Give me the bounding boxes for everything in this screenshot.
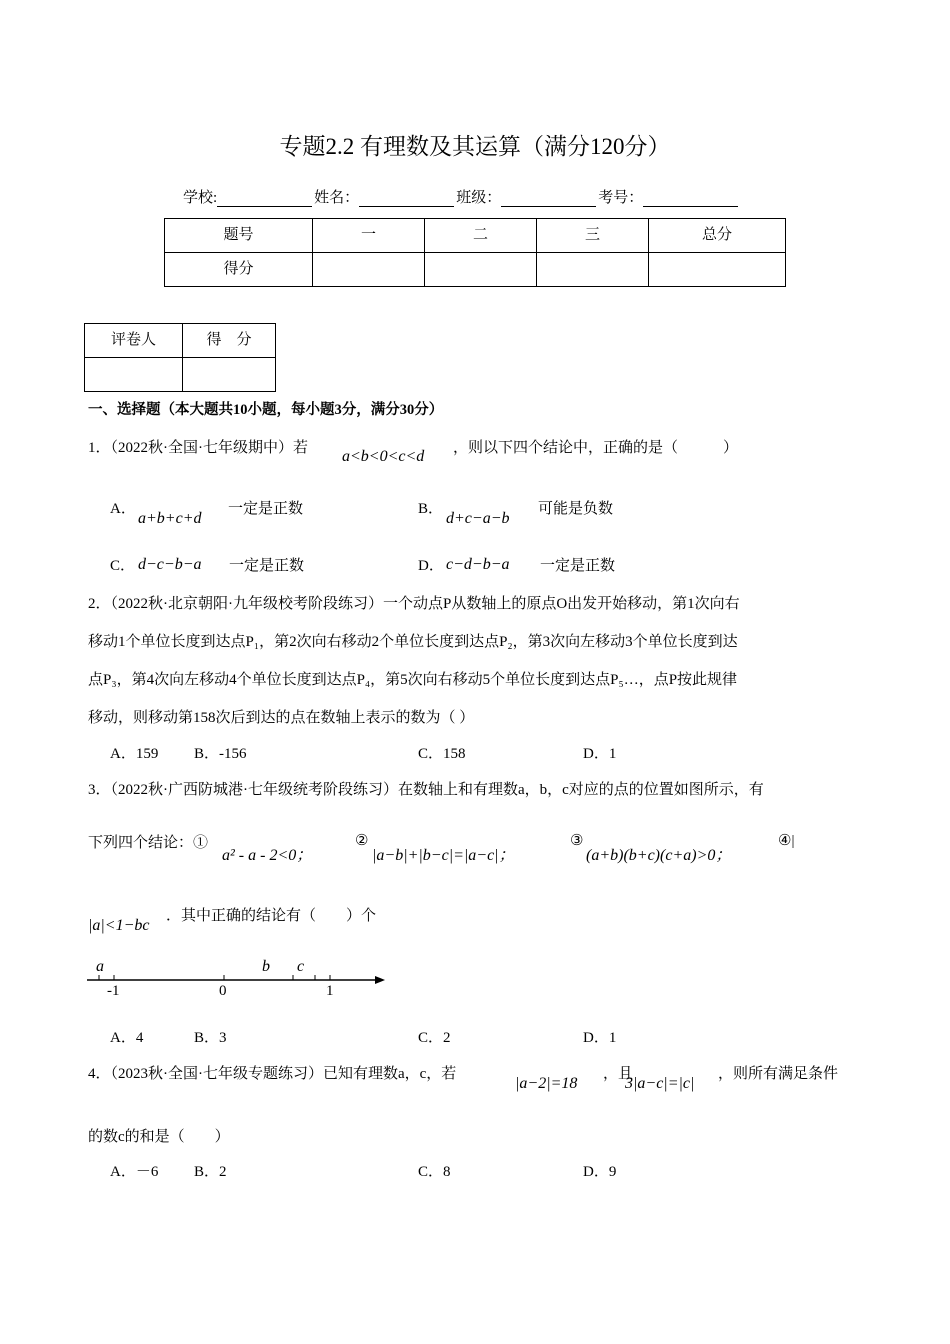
option[interactable]: D．1	[583, 746, 617, 762]
q1-stem-end: ，则以下四个结论中，正确的是（ ）	[453, 440, 739, 456]
q4-and: ，且	[603, 1066, 634, 1082]
q2-line: 点P₃，第4次向左移动4个单位长度到达点P₄，第5次向右移动5个单位长度到达点P₅…，点P按此规律	[88, 672, 738, 688]
option[interactable]: C．2	[418, 1030, 451, 1046]
option-math: c−d−b−a	[446, 556, 510, 573]
header-cell: 三	[537, 219, 649, 253]
q3-line: ．其中正确的结论有（ ）个	[166, 908, 377, 924]
option[interactable]: B．2	[194, 1164, 227, 1180]
school-field[interactable]	[217, 192, 312, 207]
q4-stem-end: ，则所有满足条件	[718, 1066, 839, 1082]
tick-label: 1	[326, 983, 334, 999]
student-info-line	[183, 186, 740, 207]
section-heading: 一、选择题（本大题共10小题，每小题3分，满分30分）	[88, 402, 444, 418]
q3-line: 下列四个结论：①	[88, 835, 209, 851]
tick-label: -1	[107, 983, 120, 999]
q1-math: a<b<0<c<d	[342, 448, 425, 465]
option-label[interactable]: C．	[110, 558, 136, 574]
option-text: 一定是正数	[228, 501, 304, 517]
header-cell: 评卷人	[85, 324, 183, 358]
score-cell[interactable]	[313, 253, 425, 287]
class-label: 班级：	[456, 190, 502, 206]
header-cell: 一	[313, 219, 425, 253]
q4-stem: 4．（2023秋·全国·七年级专题练习）已知有理数a，c，若	[88, 1066, 457, 1082]
score-cell[interactable]	[425, 253, 537, 287]
row-label: 得分	[165, 253, 313, 287]
conclusion-4: |a|<1−bc	[88, 917, 150, 934]
option-math: d+c−a−b	[446, 510, 510, 527]
q2-line: 移动，则移动第158次后到达的点在数轴上表示的数为（ ）	[88, 710, 475, 726]
tick-label: 0	[219, 983, 227, 999]
conclusion-label: ③	[570, 833, 584, 849]
q4-line: 的数c的和是（ ）	[88, 1129, 230, 1145]
number-field[interactable]	[643, 192, 738, 207]
conclusion-label: ④|	[778, 833, 795, 849]
option[interactable]: A．159	[110, 746, 159, 762]
conclusion-3: (a+b)(b+c)(c+a)>0；	[586, 847, 732, 864]
option[interactable]: B．-156	[194, 746, 247, 762]
option[interactable]: C．8	[418, 1164, 451, 1180]
option[interactable]: D．9	[583, 1164, 617, 1180]
header-cell: 题号	[165, 219, 313, 253]
point-label-b: b	[262, 958, 270, 975]
header-cell: 得 分	[183, 324, 276, 358]
option-label[interactable]: D．	[418, 558, 444, 574]
score-cell[interactable]	[649, 253, 786, 287]
option-math: a+b+c+d	[138, 510, 202, 527]
header-cell: 二	[425, 219, 537, 253]
point-label-c: c	[297, 958, 305, 975]
number-line-figure	[85, 955, 395, 1005]
class-field[interactable]	[501, 192, 596, 207]
q2-line: 移动1个单位长度到达点P₁，第2次向右移动2个单位长度到达点P₂，第3次向左移动3个单位长度到达	[88, 634, 738, 650]
option-text: 一定是正数	[229, 558, 305, 574]
score-cell[interactable]	[183, 358, 276, 392]
option-text: 一定是正数	[540, 558, 616, 574]
option-math: d−c−b−a	[138, 556, 202, 573]
score-table	[164, 218, 786, 287]
q1-stem: 1．（2022秋·全国·七年级期中）若	[88, 440, 308, 456]
page-title: 专题2.2 有理数及其运算（满分120分）	[279, 134, 671, 159]
option[interactable]: B．3	[194, 1030, 227, 1046]
name-label: 姓名：	[314, 190, 360, 206]
conclusion-label: ②	[355, 833, 369, 849]
option[interactable]: A．4	[110, 1030, 144, 1046]
name-field[interactable]	[359, 192, 454, 207]
score-cell[interactable]	[537, 253, 649, 287]
option-label[interactable]: A．	[110, 501, 136, 517]
option[interactable]: D．1	[583, 1030, 617, 1046]
conclusion-1: a² - a - 2<0；	[222, 847, 313, 864]
option-text: 可能是负数	[538, 501, 614, 517]
grader-cell[interactable]	[85, 358, 183, 392]
q3-line: 3．（2022秋·广西防城港·七年级统考阶段练习）在数轴上和有理数a，b，c对应的点的位置如图所示，有	[88, 782, 764, 798]
school-label: 学校:	[183, 190, 218, 206]
q4-math-1: |a−2|=18	[515, 1075, 578, 1092]
arrow-icon	[375, 976, 385, 984]
q2-line: 2．（2022秋·北京朝阳·九年级校考阶段练习）一个动点P从数轴上的原点O出发开始移动，第1次向右	[88, 596, 740, 612]
grader-table	[84, 323, 276, 392]
option[interactable]: A．－6	[110, 1164, 159, 1180]
point-label-a: a	[96, 958, 104, 975]
option-label[interactable]: B．	[418, 501, 444, 517]
conclusion-2: |a−b|+|b−c|=|a−c|；	[372, 847, 515, 864]
option[interactable]: C．158	[418, 746, 466, 762]
header-cell: 总分	[649, 219, 786, 253]
q4-math-2: 3|a−c|=|c|	[625, 1075, 695, 1092]
number-label: 考号：	[598, 190, 644, 206]
